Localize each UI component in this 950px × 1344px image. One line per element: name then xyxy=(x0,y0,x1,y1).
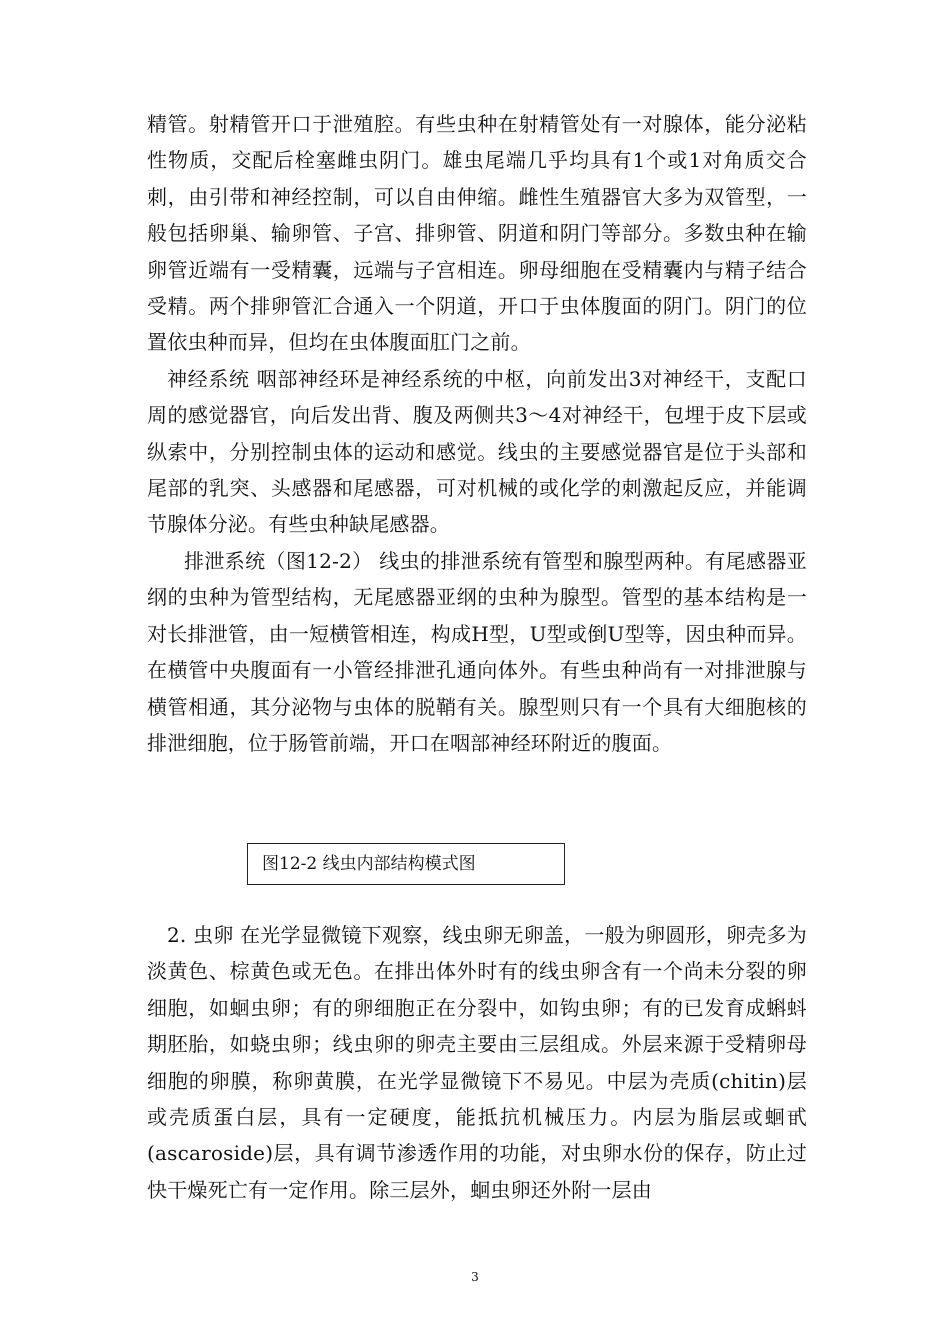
paragraph-reproductive-system: 精管。射精管开口于泄殖腔。有些虫种在射精管处有一对腺体，能分泌粘性物质，交配后栓塞雌虫阴门。雄虫尾端几乎均具有1个或1对角质交合刺，由引带和神经控制，可以自由伸缩。雌性生殖器官大多为双管型，一般包括卵巢、输卵管、子宫、排卵管、阴道和阴门等部分。多数虫种在输卵管近端有一受精囊，远端与子宫相连。卵母细胞在受精囊内与精子结合受精。两个排卵管汇合通入一个阴道，开口于虫体腹面的阴门。阴门的位置依虫种而异，但均在虫体腹面肛门之前。 xyxy=(147,112,807,355)
figure-caption: 图12-2 线虫内部结构模式图 xyxy=(262,854,476,874)
body-text-top xyxy=(147,106,807,761)
page-number: 3 xyxy=(471,1270,479,1284)
body-text-bottom xyxy=(147,917,807,1208)
paragraph-excretory-system: 排泄系统（图12-2） 线虫的排泄系统有管型和腺型两种。有尾感器亚纲的虫种为管型结构，无尾感器亚纲的虫种为腺型。管型的基本结构是一对长排泄管，由一短横管相连，构成H型，U型或倒U型等，因虫种而异。在横管中央腹面有一小管经排泄孔通向体外。有些虫种尚有一对排泄腺与横管相通，其分泌物与虫体的脱鞘有关。腺型则只有一个具有大细胞核的排泄细胞，位于肠管前端，开口在咽部神经环附近的腹面。 xyxy=(147,548,807,755)
paragraph-eggs: 2. 虫卵 在光学显微镜下观察，线虫卵无卵盖，一般为卵圆形，卵壳多为淡黄色、棕黄色或无色。在排出体外时有的线虫卵含有一个尚未分裂的卵细胞，如蛔虫卵；有的卵细胞正在分裂中，如钩虫卵；有的已发育成蝌蚪期胚胎，如蛲虫卵；线虫卵的卵壳主要由三层组成。外层来源于受精卵母细胞的卵膜，称卵黄膜，在光学显微镜下不易见。中层为壳质(chitin)层或壳质蛋白层，具有一定硬度，能抵抗机械压力。内层为脂层或蛔甙(ascaroside)层，具有调节渗透作用的功能，对虫卵水份的保存，防止过快干燥死亡有一定作用。除三层外，蛔虫卵还外附一层由 xyxy=(147,923,807,1202)
figure-caption-box xyxy=(247,843,565,885)
paragraph-nervous-system: 神经系统 咽部神经环是神经系统的中枢，向前发出3对神经干，支配口周的感觉器官，向后发出背、腹及两侧共3～4对神经干，包埋于皮下层或纵索中，分别控制虫体的运动和感觉。线虫的主要感觉器官是位于头部和尾部的乳突、头感器和尾感器，可对机械的或化学的刺激起反应，并能调节腺体分泌。有些虫种缺尾感器。 xyxy=(147,366,807,537)
